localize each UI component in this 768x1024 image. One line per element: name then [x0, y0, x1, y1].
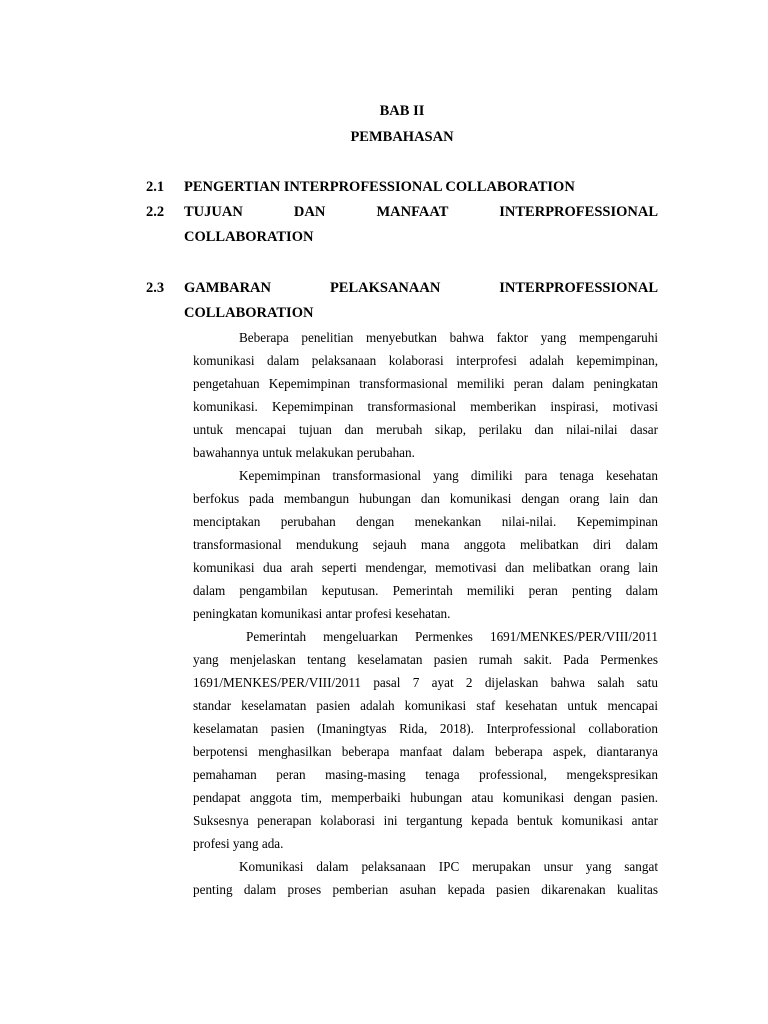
- section-title-line: COLLABORATION: [184, 229, 314, 245]
- paragraph-line: bawahannya untuk melakukan perubahan.: [193, 445, 415, 460]
- section-number: 2.3: [146, 280, 165, 296]
- paragraph-line: pemahaman peran masing-masing tenaga professional, mengekspresikan: [193, 767, 658, 782]
- paragraph-line: yang menjelaskan tentang keselamatan pasien rumah sakit. Pada Permenkes: [193, 652, 658, 667]
- chapter-title: PEMBAHASAN: [350, 129, 454, 145]
- paragraph-line: peningkatan komunikasi antar profesi kesehatan.: [193, 606, 451, 621]
- paragraph-line: Komunikasi dalam pelaksanaan IPC merupakan unsur yang sangat: [239, 859, 658, 874]
- paragraph-line: transformasional mendukung sejauh mana anggota melibatkan diri dalam: [193, 537, 658, 552]
- section-title-line: PENGERTIAN INTERPROFESSIONAL COLLABORATION: [184, 179, 575, 195]
- paragraph-line: komunikasi dua arah seperti mendengar, memotivasi dan melibatkan orang lain: [193, 560, 658, 575]
- paragraph-line: Pemerintah mengeluarkan Permenkes 1691/MENKES/PER/VIII/2011: [246, 629, 658, 644]
- paragraph-line: pengetahuan Kepemimpinan transformasional memiliki peran dalam peningkatan: [193, 376, 658, 391]
- section-title-line: TUJUAN DAN MANFAAT INTERPROFESSIONAL: [184, 204, 658, 220]
- paragraph-line: komunikasi dalam pelaksanaan kolaborasi interprofesi adalah kepemimpinan,: [193, 353, 658, 368]
- paragraph-line: Beberapa penelitian menyebutkan bahwa faktor yang mempengaruhi: [239, 330, 658, 345]
- paragraph-line: pendapat anggota tim, memperbaiki hubungan atau komunikasi dengan pasien.: [193, 790, 658, 805]
- paragraph-line: Suksesnya penerapan kolaborasi ini tergantung kepada bentuk komunikasi antar: [193, 813, 658, 828]
- paragraph-line: untuk mencapai tujuan dan merubah sikap, perilaku dan nilai-nilai dasar: [193, 422, 658, 437]
- paragraph-line: berpotensi menghasilkan beberapa manfaat dalam beberapa aspek, diantaranya: [193, 744, 658, 759]
- paragraph-line: berfokus pada membangun hubungan dan komunikasi dengan orang lain dan: [193, 491, 658, 506]
- section-title-line: COLLABORATION: [184, 305, 314, 321]
- section-number: 2.2: [146, 204, 165, 220]
- paragraph-line: menciptakan perubahan dengan menekankan nilai-nilai. Kepemimpinan: [193, 514, 658, 529]
- paragraph-line: dalam pengambilan keputusan. Pemerintah memiliki peran penting dalam: [193, 583, 658, 598]
- paragraph-line: Kepemimpinan transformasional yang dimiliki para tenaga kesehatan: [239, 468, 658, 483]
- paragraph-line: keselamatan pasien (Imaningtyas Rida, 2018). Interprofessional collaboration: [193, 721, 658, 736]
- section-number: 2.1: [146, 179, 165, 195]
- paragraph-line: penting dalam proses pemberian asuhan kepada pasien dikarenakan kualitas: [193, 882, 658, 897]
- paragraph-line: 1691/MENKES/PER/VIII/2011 pasal 7 ayat 2 dijelaskan bahwa salah satu: [193, 675, 658, 690]
- paragraph-line: komunikasi. Kepemimpinan transformasional memberikan inspirasi, motivasi: [193, 399, 658, 414]
- paragraph-line: standar keselamatan pasien adalah komunikasi staf kesehatan untuk mencapai: [193, 698, 658, 713]
- paragraph-line: profesi yang ada.: [193, 836, 284, 851]
- chapter-number: BAB II: [379, 103, 425, 119]
- section-title-line: GAMBARAN PELAKSANAAN INTERPROFESSIONAL: [184, 280, 658, 296]
